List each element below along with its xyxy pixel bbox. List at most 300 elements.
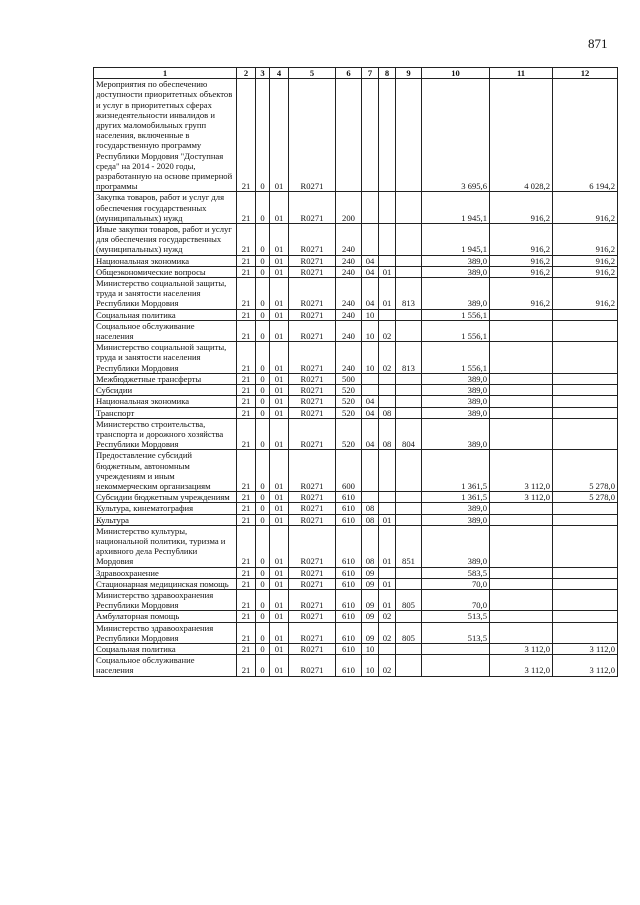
cell-col-7 [362,373,379,384]
cell-col-2: 21 [237,385,256,396]
cell-col-4: 01 [270,525,289,567]
cell-col-9 [396,255,422,266]
cell-col-6: 610 [336,655,362,676]
cell-col-7: 09 [362,567,379,578]
table-row [94,450,618,492]
cell-col-2: 21 [237,655,256,676]
cell-col-3: 0 [256,611,270,622]
cell-amount-col-11: 3 112,0 [490,643,553,654]
cell-amount-col-10: 513,5 [422,611,490,622]
cell-amount-col-12 [553,385,618,396]
cell-amount-col-12: 916,2 [553,278,618,310]
cell-col-6: 610 [336,578,362,589]
cell-col-8: 08 [379,418,396,450]
cell-col-9 [396,492,422,503]
cell-amount-col-10 [422,655,490,676]
cell-amount-col-12 [553,407,618,418]
cell-amount-col-12 [553,589,618,610]
cell-col-8 [379,450,396,492]
table-body [94,79,618,676]
cell-col-9: 851 [396,525,422,567]
cell-amount-col-10: 389,0 [422,525,490,567]
table-row [94,79,618,192]
cell-amount-col-10: 3 695,6 [422,79,490,192]
cell-col-3: 0 [256,266,270,277]
cell-amount-col-12 [553,342,618,374]
cell-amount-col-10: 389,0 [422,418,490,450]
cell-amount-col-11 [490,342,553,374]
budget-table [93,67,618,677]
cell-col-9 [396,643,422,654]
cell-col-2: 21 [237,622,256,643]
cell-col-7: 09 [362,611,379,622]
cell-col-3: 0 [256,342,270,374]
cell-amount-col-10: 1 556,1 [422,342,490,374]
page-number: 871 [588,36,608,51]
cell-col-5: R0271 [289,396,336,407]
cell-col-5: R0271 [289,578,336,589]
cell-col-4: 01 [270,342,289,374]
row-name-cell: Министерство социальной защиты, труда и занятости населения Республики Мордовия [94,342,237,374]
cell-amount-col-10: 1 361,5 [422,492,490,503]
cell-col-5: R0271 [289,525,336,567]
cell-col-6: 610 [336,611,362,622]
cell-col-3: 0 [256,255,270,266]
cell-col-8: 01 [379,266,396,277]
cell-col-6: 610 [336,622,362,643]
row-name-cell: Министерство здравоохранения Республики Мордовия [94,622,237,643]
cell-col-6: 200 [336,192,362,224]
cell-amount-col-11 [490,396,553,407]
cell-amount-col-12: 3 112,0 [553,643,618,654]
cell-col-2: 21 [237,578,256,589]
cell-amount-col-11: 916,2 [490,224,553,256]
row-name-cell: Социальная политика [94,643,237,654]
cell-col-8 [379,567,396,578]
column-header: 11 [490,68,553,79]
cell-col-9 [396,192,422,224]
cell-col-9 [396,385,422,396]
cell-col-8 [379,396,396,407]
cell-col-6: 610 [336,567,362,578]
row-name-cell: Национальная экономика [94,396,237,407]
column-header: 8 [379,68,396,79]
cell-col-4: 01 [270,450,289,492]
cell-col-7 [362,224,379,256]
row-name-cell: Министерство социальной защиты, труда и занятости населения Республики Мордовия [94,278,237,310]
cell-col-7 [362,492,379,503]
cell-amount-col-12 [553,622,618,643]
cell-amount-col-12 [553,373,618,384]
cell-col-3: 0 [256,525,270,567]
cell-col-6: 520 [336,407,362,418]
cell-col-7 [362,450,379,492]
row-name-cell: Мероприятия по обеспечению доступности приоритетных объектов и услуг в приоритетных сферах жизнедеятельности инвалидов и других маломобильных групп населения, включенные в государственную программу Республики Мордовия "Доступная среда" на 2014 - 2020 годы, разработанную на основе примерной программы [94,79,237,192]
cell-col-3: 0 [256,192,270,224]
cell-col-5: R0271 [289,342,336,374]
cell-col-8: 01 [379,578,396,589]
cell-col-8: 02 [379,320,396,341]
cell-col-2: 21 [237,192,256,224]
table-row [94,342,618,374]
row-name-cell: Стационарная медицинская помощь [94,578,237,589]
cell-col-7: 09 [362,622,379,643]
cell-col-6: 610 [336,503,362,514]
cell-amount-col-11: 916,2 [490,192,553,224]
cell-col-9: 805 [396,622,422,643]
row-name-cell: Министерство культуры, национальной политики, туризма и архивного дела Республики Мордовия [94,525,237,567]
cell-col-5: R0271 [289,224,336,256]
cell-amount-col-10: 1 556,1 [422,309,490,320]
cell-amount-col-12 [553,320,618,341]
cell-col-5: R0271 [289,503,336,514]
cell-col-5: R0271 [289,622,336,643]
cell-amount-col-12: 916,2 [553,192,618,224]
cell-amount-col-10: 1 361,5 [422,450,490,492]
cell-col-8 [379,192,396,224]
cell-col-5: R0271 [289,373,336,384]
cell-col-5: R0271 [289,611,336,622]
cell-col-4: 01 [270,224,289,256]
cell-col-6: 610 [336,589,362,610]
cell-col-4: 01 [270,492,289,503]
cell-col-5: R0271 [289,643,336,654]
cell-col-6: 520 [336,396,362,407]
cell-col-9 [396,266,422,277]
cell-col-3: 0 [256,278,270,310]
cell-col-7: 04 [362,407,379,418]
cell-col-7: 09 [362,589,379,610]
cell-col-5: R0271 [289,385,336,396]
cell-col-8: 02 [379,342,396,374]
cell-col-2: 21 [237,224,256,256]
cell-amount-col-10: 389,0 [422,278,490,310]
cell-amount-col-12 [553,525,618,567]
cell-amount-col-10: 389,0 [422,396,490,407]
column-header: 6 [336,68,362,79]
cell-col-9: 813 [396,278,422,310]
cell-amount-col-10: 389,0 [422,385,490,396]
cell-col-5: R0271 [289,278,336,310]
table-row [94,320,618,341]
cell-amount-col-11: 3 112,0 [490,492,553,503]
cell-col-9 [396,503,422,514]
cell-col-7: 10 [362,643,379,654]
cell-col-3: 0 [256,643,270,654]
table-row [94,578,618,589]
cell-amount-col-12: 3 112,0 [553,655,618,676]
cell-col-9 [396,578,422,589]
cell-col-4: 01 [270,320,289,341]
cell-amount-col-11: 916,2 [490,266,553,277]
cell-amount-col-12: 5 278,0 [553,450,618,492]
cell-col-5: R0271 [289,492,336,503]
cell-col-5: R0271 [289,192,336,224]
table-row [94,224,618,256]
column-header: 12 [553,68,618,79]
cell-col-3: 0 [256,450,270,492]
cell-col-2: 21 [237,643,256,654]
cell-amount-col-11 [490,567,553,578]
cell-amount-col-12 [553,514,618,525]
table-row [94,418,618,450]
column-header: 5 [289,68,336,79]
cell-col-5: R0271 [289,418,336,450]
column-header: 4 [270,68,289,79]
cell-col-4: 01 [270,266,289,277]
table-row [94,622,618,643]
cell-amount-col-11 [490,589,553,610]
cell-col-2: 21 [237,79,256,192]
cell-col-3: 0 [256,622,270,643]
cell-col-6: 520 [336,385,362,396]
cell-col-7: 08 [362,525,379,567]
row-name-cell: Министерство строительства, транспорта и дорожного хозяйства Республики Мордовия [94,418,237,450]
row-name-cell: Субсидии [94,385,237,396]
table-row [94,503,618,514]
table-row [94,655,618,676]
cell-col-9: 813 [396,342,422,374]
cell-amount-col-12 [553,578,618,589]
cell-amount-col-12 [553,611,618,622]
cell-amount-col-10: 389,0 [422,407,490,418]
cell-col-9 [396,450,422,492]
cell-col-8 [379,503,396,514]
cell-col-5: R0271 [289,450,336,492]
cell-col-6: 240 [336,320,362,341]
cell-col-4: 01 [270,611,289,622]
table-row [94,309,618,320]
cell-col-6: 610 [336,525,362,567]
cell-amount-col-11 [490,622,553,643]
cell-col-7: 08 [362,503,379,514]
cell-col-3: 0 [256,503,270,514]
cell-col-3: 0 [256,578,270,589]
cell-amount-col-10: 1 556,1 [422,320,490,341]
cell-amount-col-11 [490,385,553,396]
cell-col-8 [379,309,396,320]
cell-amount-col-12 [553,567,618,578]
cell-col-4: 01 [270,385,289,396]
cell-col-2: 21 [237,450,256,492]
row-name-cell: Социальное обслуживание населения [94,320,237,341]
row-name-cell: Закупка товаров, работ и услуг для обеспечения государственных (муниципальных) нужд [94,192,237,224]
cell-col-8 [379,79,396,192]
cell-col-7 [362,385,379,396]
cell-amount-col-11 [490,578,553,589]
cell-col-2: 21 [237,255,256,266]
cell-col-5: R0271 [289,655,336,676]
cell-amount-col-11 [490,503,553,514]
cell-amount-col-10: 389,0 [422,255,490,266]
cell-col-6: 610 [336,492,362,503]
row-name-cell: Субсидии бюджетным учреждениям [94,492,237,503]
table-row [94,567,618,578]
table-row [94,192,618,224]
cell-col-6: 240 [336,266,362,277]
cell-col-7: 10 [362,320,379,341]
cell-col-7: 10 [362,342,379,374]
row-name-cell: Социальная политика [94,309,237,320]
cell-col-4: 01 [270,278,289,310]
cell-col-9 [396,373,422,384]
table-row [94,514,618,525]
cell-col-9: 805 [396,589,422,610]
cell-amount-col-11 [490,309,553,320]
cell-amount-col-11: 916,2 [490,255,553,266]
cell-amount-col-11 [490,525,553,567]
cell-col-9: 804 [396,418,422,450]
cell-col-8: 02 [379,611,396,622]
cell-col-5: R0271 [289,309,336,320]
cell-col-9 [396,655,422,676]
cell-amount-col-11: 4 028,2 [490,79,553,192]
cell-amount-col-10: 1 945,1 [422,192,490,224]
cell-amount-col-10: 389,0 [422,266,490,277]
cell-col-2: 21 [237,418,256,450]
cell-col-2: 21 [237,396,256,407]
table-row [94,373,618,384]
cell-col-8 [379,224,396,256]
cell-col-9 [396,514,422,525]
cell-col-4: 01 [270,643,289,654]
column-header: 9 [396,68,422,79]
cell-col-7 [362,79,379,192]
cell-col-7: 04 [362,278,379,310]
cell-col-2: 21 [237,266,256,277]
cell-amount-col-12: 5 278,0 [553,492,618,503]
cell-col-7: 04 [362,255,379,266]
cell-col-7: 08 [362,514,379,525]
cell-col-4: 01 [270,655,289,676]
cell-col-6: 610 [336,514,362,525]
cell-amount-col-12: 916,2 [553,224,618,256]
cell-col-2: 21 [237,309,256,320]
column-header: 7 [362,68,379,79]
cell-col-9 [396,567,422,578]
row-name-cell: Социальное обслуживание населения [94,655,237,676]
cell-amount-col-12 [553,396,618,407]
cell-col-8: 01 [379,525,396,567]
cell-col-6: 240 [336,224,362,256]
cell-col-8: 02 [379,622,396,643]
cell-amount-col-10 [422,643,490,654]
cell-col-9 [396,224,422,256]
cell-col-3: 0 [256,373,270,384]
cell-col-6: 500 [336,373,362,384]
cell-col-4: 01 [270,514,289,525]
cell-col-4: 01 [270,589,289,610]
cell-col-2: 21 [237,525,256,567]
cell-col-2: 21 [237,492,256,503]
cell-col-7: 04 [362,396,379,407]
cell-col-7: 04 [362,418,379,450]
row-name-cell: Здравоохранение [94,567,237,578]
cell-col-2: 21 [237,567,256,578]
table-row [94,266,618,277]
row-name-cell: Межбюджетные трансферты [94,373,237,384]
cell-col-5: R0271 [289,320,336,341]
cell-col-4: 01 [270,396,289,407]
cell-amount-col-10: 70,0 [422,578,490,589]
cell-col-2: 21 [237,373,256,384]
cell-col-3: 0 [256,567,270,578]
row-name-cell: Общеэкономические вопросы [94,266,237,277]
cell-col-6: 240 [336,255,362,266]
cell-col-6: 610 [336,643,362,654]
cell-col-5: R0271 [289,589,336,610]
table-row [94,492,618,503]
cell-amount-col-12: 916,2 [553,266,618,277]
cell-col-6 [336,79,362,192]
table-row [94,643,618,654]
cell-col-8 [379,373,396,384]
cell-amount-col-10: 583,5 [422,567,490,578]
cell-amount-col-12: 916,2 [553,255,618,266]
cell-col-2: 21 [237,320,256,341]
table-header-row [94,68,618,79]
cell-amount-col-10: 513,5 [422,622,490,643]
cell-col-3: 0 [256,385,270,396]
cell-col-7: 09 [362,578,379,589]
cell-col-6: 240 [336,278,362,310]
cell-col-5: R0271 [289,79,336,192]
cell-col-2: 21 [237,503,256,514]
row-name-cell: Национальная экономика [94,255,237,266]
cell-col-2: 21 [237,342,256,374]
cell-amount-col-11 [490,320,553,341]
row-name-cell: Культура [94,514,237,525]
cell-col-6: 240 [336,342,362,374]
table-row [94,396,618,407]
cell-col-8: 01 [379,278,396,310]
cell-col-3: 0 [256,407,270,418]
column-header: 3 [256,68,270,79]
cell-col-3: 0 [256,655,270,676]
cell-col-4: 01 [270,503,289,514]
cell-col-9 [396,320,422,341]
cell-col-2: 21 [237,407,256,418]
cell-col-4: 01 [270,192,289,224]
cell-amount-col-10: 1 945,1 [422,224,490,256]
cell-col-6: 240 [336,309,362,320]
table-row [94,407,618,418]
cell-col-8 [379,492,396,503]
cell-amount-col-10: 389,0 [422,514,490,525]
cell-col-8: 01 [379,514,396,525]
cell-amount-col-11 [490,514,553,525]
row-name-cell: Министерство здравоохранения Республики Мордовия [94,589,237,610]
cell-col-4: 01 [270,309,289,320]
cell-amount-col-11 [490,611,553,622]
cell-amount-col-11: 916,2 [490,278,553,310]
cell-col-7: 04 [362,266,379,277]
cell-col-4: 01 [270,79,289,192]
cell-col-8: 08 [379,407,396,418]
cell-col-8 [379,643,396,654]
cell-col-5: R0271 [289,514,336,525]
column-header: 1 [94,68,237,79]
table-row [94,385,618,396]
cell-col-9 [396,309,422,320]
cell-col-3: 0 [256,224,270,256]
cell-col-4: 01 [270,407,289,418]
cell-col-5: R0271 [289,407,336,418]
cell-col-9 [396,79,422,192]
row-name-cell: Транспорт [94,407,237,418]
row-name-cell: Амбулаторная помощь [94,611,237,622]
cell-col-7: 10 [362,655,379,676]
